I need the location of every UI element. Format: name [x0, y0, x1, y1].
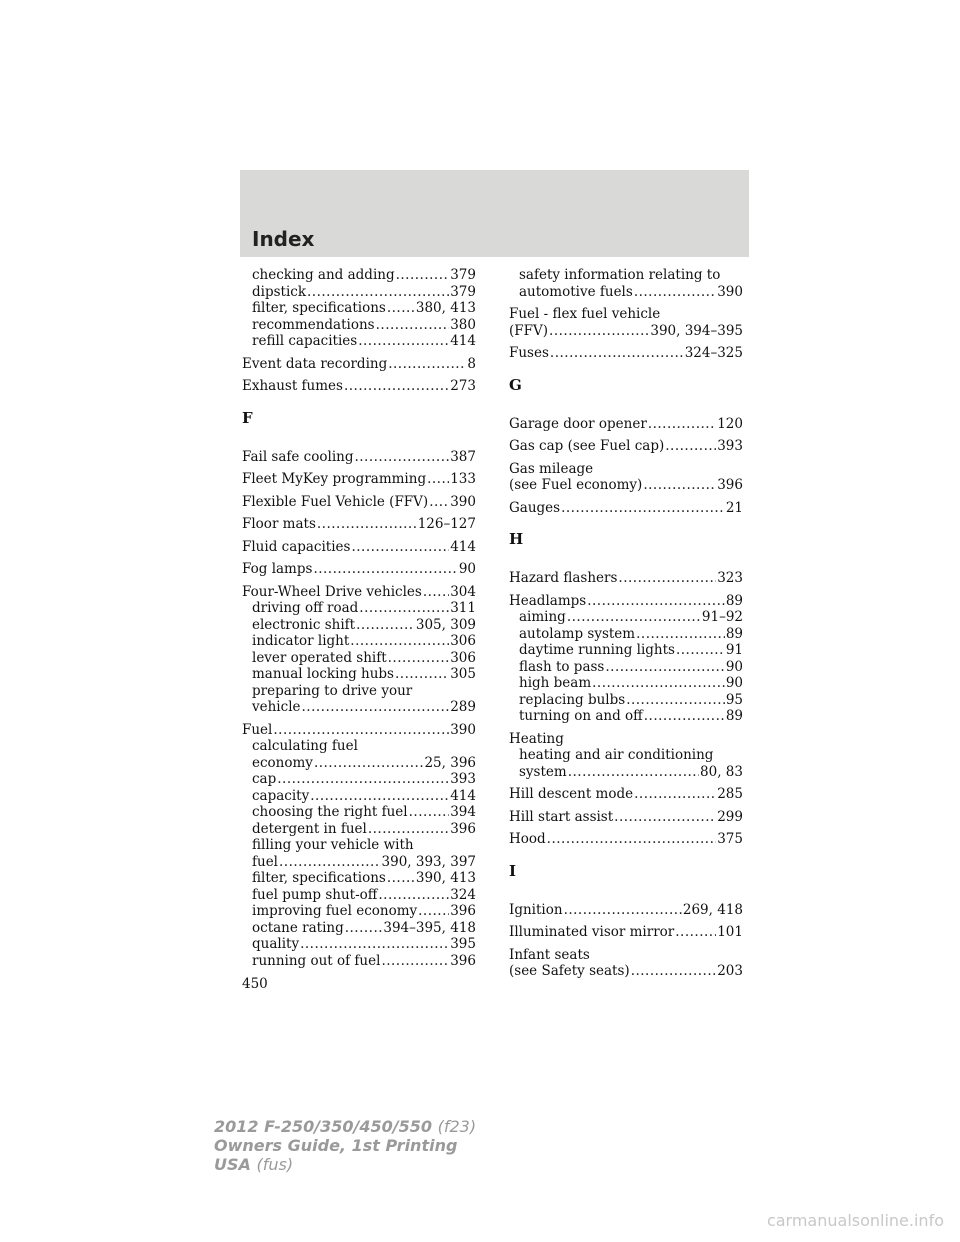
index-term: Heating	[509, 730, 564, 747]
dot-leader	[587, 593, 725, 610]
index-entry-line	[509, 593, 743, 610]
index-entry	[509, 438, 743, 455]
index-page-ref: 120	[717, 415, 743, 432]
index-term: Fuel	[242, 721, 273, 738]
index-page-ref: 89	[725, 708, 743, 724]
index-page-ref: 324–325	[684, 345, 743, 361]
index-subentry-line	[242, 300, 476, 317]
index-subentry-line	[242, 699, 476, 716]
index-term: automotive fuels	[519, 283, 633, 300]
dot-leader	[592, 675, 725, 692]
dot-leader	[665, 438, 716, 455]
index-term: capacity	[252, 787, 310, 804]
dot-leader	[300, 936, 449, 953]
index-term: replacing bulbs	[519, 691, 626, 708]
dot-leader	[354, 449, 449, 466]
dot-leader	[314, 755, 424, 772]
index-term: filter, specifications	[252, 870, 386, 886]
index-term: fuel	[252, 853, 278, 870]
footer-printing: Owners Guide, 1st Printing	[214, 1136, 458, 1155]
index-entry	[509, 902, 743, 919]
index-header-band	[240, 170, 749, 257]
index-entry	[509, 461, 743, 494]
index-subentry-line	[242, 887, 476, 904]
index-subentry-line	[242, 650, 476, 667]
index-term: preparing to drive your	[252, 682, 413, 699]
dot-leader	[648, 416, 716, 433]
index-page-ref: 95	[725, 691, 743, 708]
index-subentry-line	[242, 936, 476, 953]
dot-leader	[568, 764, 699, 781]
index-entry-line	[509, 731, 743, 748]
index-term: Gas mileage	[509, 460, 594, 477]
dot-leader	[547, 831, 717, 848]
dot-leader	[418, 903, 449, 920]
index-entry-line	[509, 500, 743, 517]
index-page-ref: 89	[725, 625, 743, 642]
index-term: (see Fuel economy)	[509, 477, 643, 493]
dot-leader	[631, 963, 717, 980]
dot-leader	[307, 284, 449, 301]
index-term: aiming	[519, 609, 566, 625]
index-subentry-line	[509, 642, 743, 659]
index-entry-line	[242, 356, 476, 373]
index-term: Flexible Fuel Vehicle (FFV)	[242, 493, 429, 510]
index-term: Exhaust fumes	[242, 378, 343, 394]
index-term: (see Safety seats)	[509, 963, 630, 979]
index-subentry-line	[242, 788, 476, 805]
index-term: calculating fuel	[252, 738, 358, 754]
index-page-ref: 306	[450, 649, 476, 666]
index-entry-line	[242, 561, 476, 578]
dot-leader	[396, 267, 450, 284]
index-page-ref: 90	[725, 675, 743, 691]
dot-leader	[387, 870, 415, 887]
dot-leader	[376, 317, 450, 334]
index-page-ref: 101	[717, 924, 743, 940]
dot-leader	[634, 786, 716, 803]
index-term: heating and air conditioning	[519, 747, 714, 763]
index-subentry-line	[242, 903, 476, 920]
index-entry	[242, 356, 476, 373]
index-page-ref: 379	[450, 283, 476, 300]
index-entry-line	[242, 471, 476, 488]
index-page-ref: 390	[450, 493, 476, 510]
index-subentry-line	[242, 317, 476, 334]
index-subentry-line	[242, 755, 476, 772]
index-term: Illuminated visor mirror	[509, 924, 675, 940]
index-term: safety information relating to	[519, 267, 721, 283]
index-term: Gauges	[509, 499, 561, 516]
index-page-ref: 133	[450, 471, 476, 487]
index-subentry-line	[242, 633, 476, 650]
index-page-ref: 304	[450, 583, 476, 600]
index-term: Hill start assist	[509, 808, 614, 825]
index-page-ref: 390	[450, 721, 476, 738]
index-subentry-line	[242, 771, 476, 788]
dot-leader	[564, 902, 682, 919]
index-term: running out of fuel	[252, 952, 381, 969]
index-page-ref: 387	[450, 448, 476, 465]
dot-leader	[359, 600, 449, 617]
index-page-ref: 25, 396	[424, 754, 476, 771]
index-letter-heading: F	[242, 408, 253, 427]
index-entry	[242, 722, 476, 970]
index-term: refill capacities	[252, 333, 358, 349]
index-entry-line	[509, 809, 743, 826]
index-page-ref: 396	[450, 952, 476, 969]
index-page-ref: 273	[450, 378, 476, 394]
index-entry-line	[509, 477, 743, 494]
index-subentry-line	[242, 837, 476, 854]
footer-model-code: (f23)	[437, 1117, 477, 1136]
index-entry	[509, 500, 743, 517]
index-entry	[242, 378, 476, 395]
index-subentry-line	[242, 854, 476, 871]
index-term: Hill descent mode	[509, 786, 634, 802]
index-term: driving off road	[252, 600, 359, 616]
index-term: dipstick	[252, 283, 307, 300]
index-term: Fuel - flex fuel vehicle	[509, 306, 661, 322]
index-term: turning on and off	[519, 708, 643, 724]
index-letter-heading: I	[509, 861, 517, 880]
index-page-ref: 395	[450, 936, 476, 952]
index-term: Floor mats	[242, 516, 316, 532]
dot-leader	[636, 626, 725, 643]
index-entry	[242, 561, 476, 578]
index-entry	[509, 947, 743, 980]
index-page-ref: 414	[450, 333, 476, 349]
index-page-ref: 91	[725, 642, 743, 658]
index-page-ref: 285	[717, 786, 743, 802]
index-subentry-line	[242, 683, 476, 700]
dot-leader	[344, 378, 449, 395]
index-term: detergent in fuel	[252, 820, 367, 837]
index-subentry-line	[242, 666, 476, 683]
index-page-ref: 414	[450, 787, 476, 804]
index-entry	[509, 345, 743, 362]
index-entry-line	[509, 416, 743, 433]
dot-leader	[310, 788, 449, 805]
index-page-ref: 8	[467, 355, 476, 372]
index-term: Headlamps	[509, 592, 587, 609]
dot-leader	[634, 284, 716, 301]
index-page-ref: 305, 309	[415, 616, 476, 633]
index-term: Garage door opener	[509, 415, 647, 432]
index-term: electronic shift	[252, 616, 356, 633]
dot-leader	[550, 345, 684, 362]
index-page-ref: 324	[450, 886, 476, 903]
index-subentry-line	[509, 659, 743, 676]
index-page-ref: 396	[717, 477, 743, 493]
index-term: Fleet MyKey programming	[242, 471, 427, 487]
index-entry	[509, 831, 743, 848]
index-entry	[509, 809, 743, 826]
dot-leader	[643, 477, 716, 494]
index-subentry-line	[509, 692, 743, 709]
index-entry	[242, 267, 476, 350]
dot-leader	[676, 642, 725, 659]
index-term: Fuses	[509, 345, 549, 361]
index-page-ref: 393	[450, 771, 476, 787]
index-entry	[242, 539, 476, 556]
index-entry	[242, 471, 476, 488]
index-term: filling your vehicle with	[252, 837, 414, 853]
dot-leader	[381, 953, 449, 970]
dot-leader	[388, 650, 450, 667]
index-subentry-line	[242, 821, 476, 838]
dot-leader	[409, 804, 450, 821]
dot-leader	[561, 500, 725, 517]
index-page-ref: 21	[725, 499, 743, 516]
index-term: choosing the right fuel	[252, 804, 408, 820]
index-subentry-line	[509, 747, 743, 764]
index-term: Fluid capacities	[242, 538, 351, 555]
index-subentry-line	[509, 267, 743, 284]
index-term: (FFV)	[509, 322, 549, 339]
index-term: recommendations	[252, 316, 375, 333]
index-page-ref: 311	[450, 600, 476, 616]
dot-leader	[614, 809, 716, 826]
index-term: quality	[252, 936, 300, 952]
footer-market-code: (fus)	[256, 1155, 294, 1174]
index-page-ref: 323	[717, 570, 743, 586]
index-subentry-line	[509, 764, 743, 781]
index-term: fuel pump shut-off	[252, 886, 378, 903]
footer-line-model	[214, 1117, 476, 1136]
footer-market: USA	[214, 1155, 251, 1174]
index-term: vehicle	[252, 699, 301, 715]
index-entry-line	[509, 461, 743, 478]
dot-leader	[350, 633, 449, 650]
index-page-ref: 269, 418	[682, 901, 743, 918]
watermark: carmanualsonline.info	[766, 1211, 944, 1230]
dot-leader	[368, 821, 449, 838]
index-page-ref: 390, 394–395	[650, 322, 743, 339]
dot-leader	[644, 708, 725, 725]
index-subentry-line	[509, 675, 743, 692]
footer-model: 2012 F-250/350/450/550	[214, 1117, 432, 1136]
index-term: cap	[252, 771, 277, 787]
index-entry	[509, 570, 743, 587]
index-page-ref: 390	[717, 283, 743, 300]
index-page-ref: 396	[450, 820, 476, 837]
index-term: Hood	[509, 831, 546, 847]
index-entry	[509, 593, 743, 725]
dot-leader	[429, 494, 449, 511]
index-term: system	[519, 763, 567, 780]
index-page-ref: 305	[450, 666, 476, 682]
index-entry-line	[509, 345, 743, 362]
index-column-right	[509, 267, 743, 986]
index-entry	[509, 267, 743, 300]
index-subentry-line	[242, 953, 476, 970]
dot-leader	[567, 609, 701, 626]
index-page-ref: 203	[717, 963, 743, 979]
index-entry	[509, 306, 743, 339]
index-entry	[242, 494, 476, 511]
dot-leader	[605, 659, 724, 676]
index-page-ref: 80, 83	[700, 763, 743, 780]
index-subentry-line	[242, 284, 476, 301]
index-page-ref: 90	[458, 561, 476, 577]
dot-leader	[302, 699, 450, 716]
index-entry-line	[509, 831, 743, 848]
index-subentry-line	[242, 738, 476, 755]
index-entry-line	[509, 323, 743, 340]
index-entry-line	[242, 584, 476, 601]
dot-leader	[345, 920, 383, 937]
dot-leader	[387, 300, 415, 317]
index-term: autolamp system	[519, 625, 636, 642]
index-term: Event data recording	[242, 355, 388, 372]
index-subentry-line	[242, 804, 476, 821]
document-footer	[214, 1117, 476, 1174]
index-page-ref: 299	[717, 808, 743, 825]
index-term: daytime running lights	[519, 642, 675, 658]
index-entry-line	[242, 494, 476, 511]
index-page-ref: 394–395, 418	[383, 919, 476, 936]
index-term: lever operated shift	[252, 649, 387, 666]
dot-leader	[358, 333, 449, 350]
dot-leader	[317, 516, 417, 533]
index-entry-line	[242, 539, 476, 556]
index-term: manual locking hubs	[252, 666, 394, 682]
dot-leader	[423, 584, 449, 601]
index-page-ref: 126–127	[417, 516, 476, 532]
page-number: 450	[242, 976, 268, 992]
index-term: Fog lamps	[242, 561, 313, 577]
index-subentry-line	[242, 617, 476, 634]
index-entry-line	[242, 722, 476, 739]
index-subentry-line	[509, 708, 743, 725]
dot-leader	[427, 471, 449, 488]
index-page-ref: 393	[717, 438, 743, 454]
index-page-ref: 89	[725, 592, 743, 609]
index-term: filter, specifications	[252, 300, 386, 316]
index-page-ref: 375	[717, 831, 743, 847]
index-page-ref: 390, 393, 397	[381, 853, 476, 870]
index-letter-heading: H	[509, 530, 524, 548]
index-column-left	[242, 267, 476, 975]
dot-leader	[618, 570, 716, 587]
dot-leader	[378, 887, 449, 904]
dot-leader	[277, 771, 449, 788]
index-term: octane rating	[252, 919, 344, 936]
index-term: improving fuel economy	[252, 903, 418, 919]
index-page-ref: 414	[450, 538, 476, 555]
index-entry-line	[509, 438, 743, 455]
dot-leader	[279, 854, 381, 871]
index-entry-line	[509, 902, 743, 919]
dot-leader	[549, 323, 649, 340]
index-entry	[509, 786, 743, 803]
index-page-ref: 306	[450, 633, 476, 649]
index-subentry-line	[509, 626, 743, 643]
index-term: checking and adding	[252, 267, 395, 283]
index-subentry-line	[242, 267, 476, 284]
dot-leader	[388, 356, 466, 373]
index-page-ref: 390, 413	[415, 870, 476, 886]
index-subentry-line	[242, 333, 476, 350]
dot-leader	[395, 666, 449, 683]
index-page-ref: 380, 413	[415, 300, 476, 316]
index-entry	[242, 516, 476, 533]
index-entry-line	[509, 570, 743, 587]
index-entry-line	[242, 449, 476, 466]
index-page-ref: 380	[450, 316, 476, 333]
index-entry-line	[509, 924, 743, 941]
index-term: Four-Wheel Drive vehicles	[242, 583, 422, 600]
index-entry	[509, 731, 743, 781]
index-term: Fail safe cooling	[242, 448, 354, 465]
index-subentry-line	[242, 870, 476, 887]
dot-leader	[273, 722, 449, 739]
index-subentry-line	[242, 600, 476, 617]
index-entry-line	[509, 947, 743, 964]
index-page-ref: 91–92	[701, 609, 743, 625]
dot-leader	[675, 924, 716, 941]
index-entry-line	[242, 378, 476, 395]
index-letter-heading: G	[509, 375, 522, 394]
index-term: flash to pass	[519, 658, 605, 675]
index-entry	[242, 584, 476, 716]
index-entry-line	[242, 516, 476, 533]
index-page-ref: 289	[450, 699, 476, 715]
page-title: Index	[252, 227, 315, 251]
index-term: Ignition	[509, 901, 563, 918]
index-subentry-line	[509, 284, 743, 301]
index-entry-line	[509, 786, 743, 803]
index-page-ref: 379	[450, 267, 476, 283]
index-page-ref: 394	[450, 804, 476, 820]
index-term: indicator light	[252, 633, 350, 649]
dot-leader	[626, 692, 725, 709]
index-entry-line	[509, 306, 743, 323]
dot-leader	[356, 617, 415, 634]
dot-leader	[351, 539, 449, 556]
index-subentry-line	[509, 609, 743, 626]
index-page-ref: 90	[725, 658, 743, 675]
index-entry	[509, 924, 743, 941]
index-term: Hazard flashers	[509, 570, 618, 586]
index-term: Gas cap (see Fuel cap)	[509, 438, 665, 454]
index-term: high beam	[519, 675, 592, 691]
footer-line-market	[214, 1155, 476, 1174]
index-page-ref: 396	[450, 903, 476, 919]
index-term: Infant seats	[509, 946, 590, 963]
index-subentry-line	[242, 920, 476, 937]
index-entry-line	[509, 963, 743, 980]
index-term: economy	[252, 754, 313, 771]
dot-leader	[313, 561, 457, 578]
index-entry	[509, 416, 743, 433]
index-entry	[242, 449, 476, 466]
